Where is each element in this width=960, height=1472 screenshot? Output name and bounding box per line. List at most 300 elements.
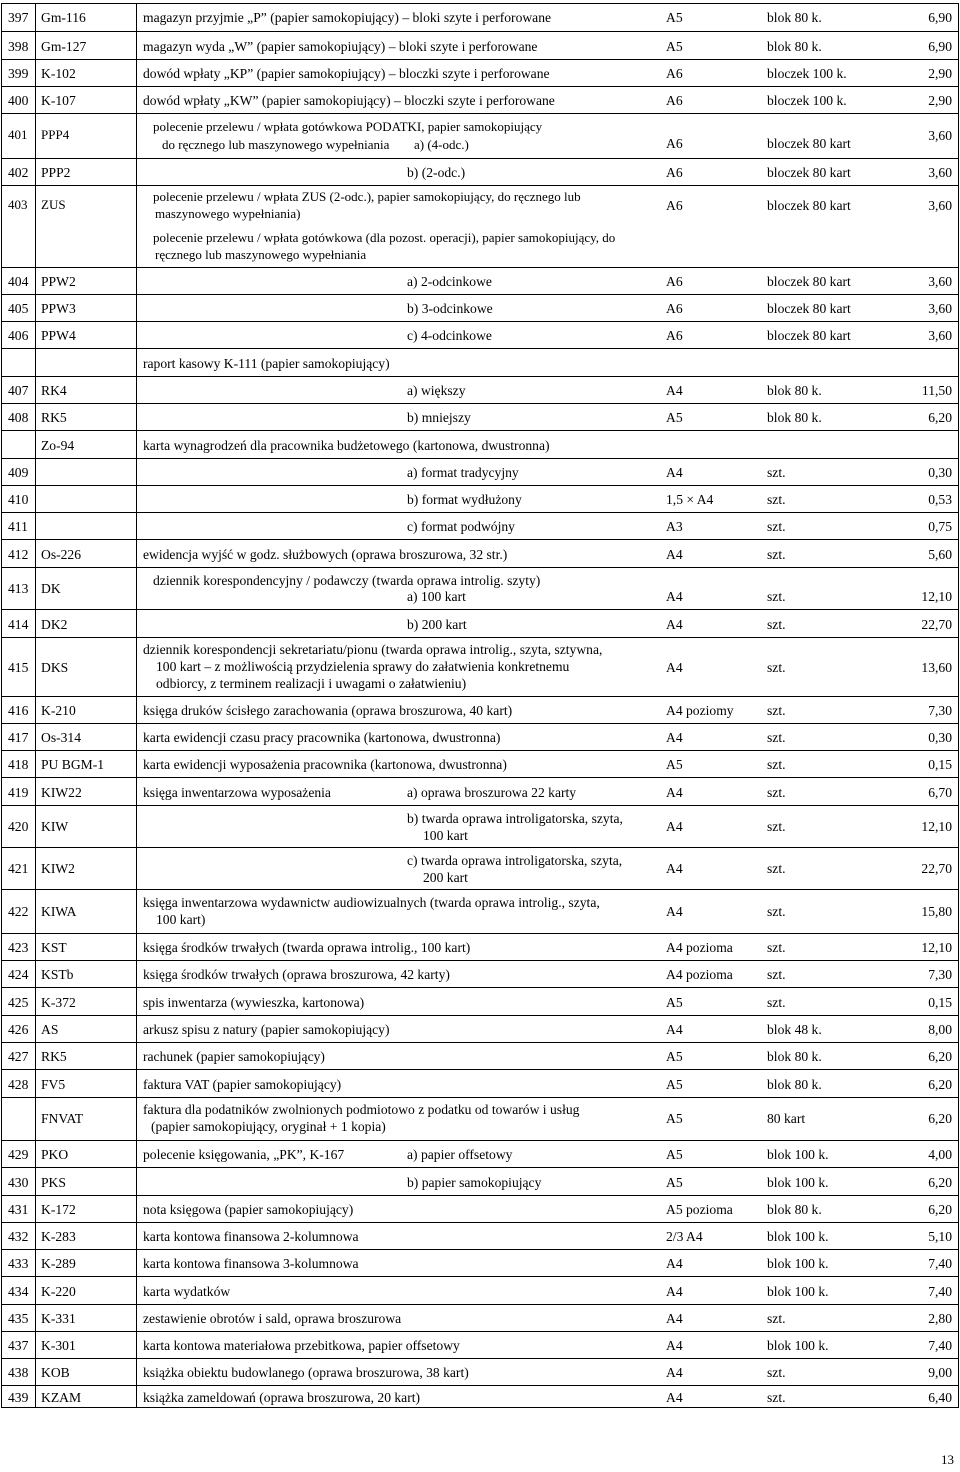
cell-price: 3,60 — [928, 328, 952, 343]
table-row — [2, 889, 958, 933]
cell-description: księga inwentarzowa wyposażenia — [143, 785, 331, 800]
cell-format: A5 — [666, 1147, 683, 1162]
cell-symbol: K-102 — [41, 66, 76, 81]
cell-format: A4 — [666, 904, 683, 919]
cell-price: 11,50 — [921, 383, 952, 398]
cell-symbol: RK5 — [41, 410, 67, 425]
cell-unit: blok 80 k. — [767, 1202, 822, 1217]
cell-symbol: RK5 — [41, 1049, 67, 1064]
cell-nr: 432 — [8, 1229, 29, 1244]
cell-description: dowód wpłaty „KP” (papier samokopiujący) – bloczki szyte i perforowane — [143, 66, 550, 81]
table-row — [2, 805, 958, 847]
cell-unit: szt. — [767, 660, 786, 675]
cell-unit: bloczek 100 k. — [767, 93, 847, 108]
cell-price: 0,15 — [928, 995, 952, 1010]
cell-format: 1,5 × A4 — [666, 492, 714, 507]
cell-description: dowód wpłaty „KW” (papier samokopiujący) – bloczki szyte i perforowane — [143, 93, 555, 108]
cell-symbol: Os-226 — [41, 547, 82, 562]
cell-unit: bloczek 80 kart — [767, 328, 851, 343]
cell-nr: 409 — [8, 465, 29, 480]
cell-nr: 404 — [8, 274, 29, 289]
cell-symbol: DK — [41, 581, 61, 596]
cell-price: 0,15 — [928, 757, 952, 772]
cell-unit: szt. — [767, 904, 786, 919]
cell-nr: 414 — [8, 617, 29, 632]
cell-unit: blok 100 k. — [767, 1284, 829, 1299]
cell-format: A3 — [666, 519, 683, 534]
cell-nr: 429 — [8, 1147, 29, 1162]
cell-description: polecenie przelewu / wpłata ZUS (2-odc.), papier samokopiujący, do ręcznego lub — [153, 189, 581, 204]
cell-price: 0,30 — [928, 465, 952, 480]
cell-variant: c) 4-odcinkowe — [407, 328, 492, 343]
cell-unit: szt. — [767, 547, 786, 562]
price-list-table — [1, 3, 959, 1408]
cell-format: A6 — [666, 328, 683, 343]
cell-format: A4 — [666, 660, 683, 675]
table-row — [2, 4, 958, 31]
cell-symbol: DK2 — [41, 617, 68, 632]
cell-description: dziennik korespondencji sekretariatu/pionu (twarda oprawa introlig., szyta, sztywna, — [143, 642, 603, 657]
cell-unit: blok 100 k. — [767, 1256, 829, 1271]
table-row — [2, 637, 958, 696]
cell-unit: blok 80 k. — [767, 39, 822, 54]
cell-description: faktura dla podatników zwolnionych podmiotowo z podatku od towarów i usług — [143, 1102, 580, 1117]
cell-description: karta ewidencji czasu pracy pracownika (kartonowa, dwustronna) — [143, 730, 501, 745]
cell-format: A5 — [666, 39, 683, 54]
cell-price: 3,60 — [928, 274, 952, 289]
cell-price: 2,90 — [928, 66, 952, 81]
cell-price: 3,60 — [928, 165, 952, 180]
cell-symbol: ZUS — [41, 197, 66, 212]
cell-price: 6,20 — [928, 1049, 952, 1064]
cell-nr: 422 — [8, 904, 29, 919]
cell-nr: 405 — [8, 301, 29, 316]
cell-variant: b) format wydłużony — [407, 492, 522, 507]
cell-symbol: Gm-116 — [41, 10, 86, 25]
cell-price: 6,20 — [928, 410, 952, 425]
cell-price: 6,20 — [928, 1175, 952, 1190]
cell-unit: blok 100 k. — [767, 1338, 829, 1353]
cell-price: 12,10 — [921, 819, 952, 834]
cell-nr: 421 — [8, 861, 29, 876]
cell-format: A4 — [666, 1284, 683, 1299]
cell-unit: szt. — [767, 703, 786, 718]
cell-description-line2: maszynowego wypełniania) — [155, 206, 301, 221]
cell-symbol: KIW — [41, 819, 69, 834]
table-row — [2, 960, 958, 987]
cell-description: raport kasowy K-111 (papier samokopiujący) — [143, 356, 390, 371]
cell-nr: 418 — [8, 757, 29, 772]
table-row — [2, 1304, 958, 1331]
cell-nr: 424 — [8, 967, 29, 982]
cell-nr: 401 — [8, 127, 28, 142]
cell-price: 4,00 — [928, 1147, 952, 1162]
cell-price: 0,75 — [928, 519, 952, 534]
cell-format: A5 pozioma — [666, 1202, 733, 1217]
cell-price: 15,80 — [921, 904, 952, 919]
cell-unit: szt. — [767, 1311, 786, 1326]
cell-symbol: KST — [41, 940, 67, 955]
cell-unit: blok 48 k. — [767, 1022, 822, 1037]
cell-description-line3: odbiorcy, z terminem realizacji i uwagami o załatwieniu) — [156, 676, 467, 691]
cell-unit: szt. — [767, 757, 786, 772]
cell-variant-line2: 200 kart — [423, 870, 468, 885]
cell-format: A5 — [666, 10, 683, 25]
cell-symbol: K-172 — [41, 1202, 76, 1217]
cell-format: A4 — [666, 589, 683, 604]
cell-symbol: PKO — [41, 1147, 69, 1162]
cell-format: A4 — [666, 785, 683, 800]
table-row — [2, 348, 958, 376]
cell-symbol: K-289 — [41, 1256, 76, 1271]
cell-format: A4 — [666, 617, 683, 632]
cell-price: 3,60 — [928, 128, 952, 143]
cell-format: A4 pozioma — [666, 967, 733, 982]
cell-unit: szt. — [767, 861, 786, 876]
cell-description: rachunek (papier samokopiujący) — [143, 1049, 325, 1064]
cell-description-line4: ręcznego lub maszynowego wypełniania — [155, 247, 367, 262]
cell-price: 2,80 — [928, 1311, 952, 1326]
cell-description: polecenie przelewu / wpłata gotówkowa PODATKI, papier samokopiujący — [153, 119, 543, 134]
cell-unit: 80 kart — [767, 1111, 806, 1126]
cell-description: karta ewidencji wyposażenia pracownika (kartonowa, dwustronna) — [143, 757, 507, 772]
cell-format: A6 — [666, 165, 683, 180]
table-row — [2, 1195, 958, 1222]
cell-nr: 416 — [8, 703, 29, 718]
cell-variant: b) 3-odcinkowe — [407, 301, 493, 316]
cell-format: A5 — [666, 1077, 683, 1092]
cell-unit: szt. — [767, 519, 786, 534]
cell-format: A5 — [666, 410, 683, 425]
cell-symbol: FNVAT — [41, 1111, 84, 1126]
cell-price: 6,20 — [928, 1202, 952, 1217]
cell-symbol: KZAM — [41, 1390, 82, 1405]
cell-description: polecenie księgowania, „PK”, K-167 — [143, 1147, 345, 1162]
cell-description: ewidencja wyjść w godz. służbowych (oprawa broszurowa, 32 str.) — [143, 547, 508, 562]
cell-format: A4 — [666, 861, 683, 876]
table-row — [2, 1249, 958, 1276]
cell-price: 3,60 — [928, 198, 952, 213]
cell-price: 12,10 — [921, 589, 952, 604]
table-row — [2, 185, 958, 267]
cell-format: A5 — [666, 995, 683, 1010]
cell-unit: blok 100 k. — [767, 1229, 829, 1244]
table-row — [2, 1167, 958, 1195]
cell-variant: c) format podwójny — [407, 519, 515, 534]
cell-price: 7,30 — [928, 967, 952, 982]
cell-description: książka zameldowań (oprawa broszurowa, 20 kart) — [143, 1390, 421, 1405]
table-row — [2, 1042, 958, 1069]
cell-unit: szt. — [767, 995, 786, 1010]
cell-price: 2,90 — [928, 93, 952, 108]
cell-price: 22,70 — [921, 617, 952, 632]
table-row — [2, 750, 958, 777]
cell-unit: szt. — [767, 617, 786, 632]
table-row — [2, 321, 958, 348]
cell-price: 5,10 — [928, 1229, 952, 1244]
cell-description: księga środków trwałych (twarda oprawa introlig., 100 kart) — [143, 940, 471, 955]
cell-variant: b) twarda oprawa introligatorska, szyta, — [407, 811, 623, 826]
cell-nr: 420 — [8, 819, 29, 834]
table-row — [2, 430, 958, 458]
table-row — [2, 403, 958, 430]
cell-description: nota księgowa (papier samokopiujący) — [143, 1202, 354, 1217]
cell-format: A4 — [666, 819, 683, 834]
cell-format: A4 — [666, 1256, 683, 1271]
cell-unit: blok 80 k. — [767, 1049, 822, 1064]
cell-unit: szt. — [767, 589, 786, 604]
cell-variant: b) 200 kart — [407, 617, 467, 632]
cell-nr: 437 — [8, 1338, 29, 1353]
table-row — [2, 267, 958, 294]
cell-nr: 434 — [8, 1284, 29, 1299]
cell-description-line3: polecenie przelewu / wpłata gotówkowa (dla pozost. operacji), papier samokopiujący, do — [153, 230, 616, 245]
cell-nr: 415 — [8, 660, 29, 675]
cell-description: karta wydatków — [143, 1284, 231, 1299]
cell-unit: blok 80 k. — [767, 383, 822, 398]
cell-variant: c) twarda oprawa introligatorska, szyta, — [407, 853, 623, 868]
cell-description: karta kontowa finansowa 3-kolumnowa — [143, 1256, 359, 1271]
cell-nr: 408 — [8, 410, 29, 425]
cell-description-line2: 100 kart) — [156, 912, 206, 927]
cell-nr: 433 — [8, 1256, 29, 1271]
cell-variant: a) oprawa broszurowa 22 karty — [407, 785, 577, 800]
table-row — [2, 113, 958, 158]
cell-format: A4 — [666, 1365, 683, 1380]
cell-description: karta kontowa materiałowa przebitkowa, papier offsetowy — [143, 1338, 460, 1353]
cell-price: 7,40 — [928, 1256, 952, 1271]
cell-unit: bloczek 100 k. — [767, 66, 847, 81]
table-row — [2, 485, 958, 512]
cell-price: 6,90 — [928, 10, 952, 25]
cell-unit: szt. — [767, 730, 786, 745]
cell-format: A4 — [666, 1022, 683, 1037]
cell-unit: szt. — [767, 465, 786, 480]
cell-nr: 410 — [8, 492, 29, 507]
cell-unit: blok 100 k. — [767, 1175, 829, 1190]
cell-format: A5 — [666, 1049, 683, 1064]
cell-price: 6,90 — [928, 39, 952, 54]
cell-price: 6,20 — [928, 1111, 952, 1126]
cell-symbol: PPP2 — [41, 165, 71, 180]
cell-symbol: KSTb — [41, 967, 74, 982]
cell-variant: b) mniejszy — [407, 410, 471, 425]
table-row — [2, 1358, 958, 1385]
cell-unit: szt. — [767, 1390, 786, 1405]
cell-description: magazyn wyda „W” (papier samokopiujący) – bloki szyte i perforowane — [143, 39, 538, 54]
cell-variant: b) papier samokopiujący — [407, 1175, 542, 1190]
cell-nr: 438 — [8, 1365, 29, 1380]
cell-description: książka obiektu budowlanego (oprawa broszurowa, 38 kart) — [143, 1365, 469, 1380]
cell-symbol: K-210 — [41, 703, 76, 718]
cell-symbol: PKS — [41, 1175, 66, 1190]
cell-format: A4 — [666, 1338, 683, 1353]
cell-unit: bloczek 80 kart — [767, 198, 851, 213]
cell-nr: 439 — [8, 1390, 29, 1405]
table-row — [2, 609, 958, 637]
table-row — [2, 31, 958, 59]
cell-symbol: KIWA — [41, 904, 77, 919]
table-row — [2, 1140, 958, 1167]
table-row — [2, 512, 958, 539]
cell-format: 2/3 A4 — [666, 1229, 703, 1244]
cell-symbol: K-372 — [41, 995, 76, 1010]
cell-nr: 419 — [8, 785, 29, 800]
cell-symbol: KIW2 — [41, 861, 75, 876]
table-row — [2, 567, 958, 609]
table-row — [2, 1331, 958, 1358]
cell-variant: a) 2-odcinkowe — [407, 274, 492, 289]
cell-unit: szt. — [767, 819, 786, 834]
cell-unit: bloczek 80 kart — [767, 274, 851, 289]
cell-format: A5 — [666, 757, 683, 772]
cell-nr: 423 — [8, 940, 29, 955]
cell-nr: 431 — [8, 1202, 29, 1217]
cell-nr: 412 — [8, 547, 29, 562]
cell-description: faktura VAT (papier samokopiujący) — [143, 1077, 342, 1092]
cell-symbol: PU BGM-1 — [41, 757, 105, 772]
cell-unit: szt. — [767, 785, 786, 800]
cell-price: 0,30 — [928, 730, 952, 745]
cell-nr: 435 — [8, 1311, 29, 1326]
cell-unit: szt. — [767, 492, 786, 507]
table-row — [2, 696, 958, 723]
cell-format: A5 — [666, 1175, 683, 1190]
cell-format: A4 — [666, 465, 683, 480]
cell-format: A4 — [666, 730, 683, 745]
table-row — [2, 847, 958, 889]
cell-variant: a) papier offsetowy — [407, 1147, 513, 1162]
cell-nr: 407 — [8, 383, 29, 398]
cell-symbol: K-301 — [41, 1338, 76, 1353]
cell-price: 22,70 — [921, 861, 952, 876]
cell-format: A6 — [666, 274, 683, 289]
table-row — [2, 59, 958, 86]
table-row — [2, 1015, 958, 1042]
cell-description: dziennik korespondencyjny / podawczy (twarda oprawa introlig. szyty) — [153, 573, 541, 588]
table-row — [2, 987, 958, 1015]
cell-format: A6 — [666, 66, 683, 81]
table-row — [2, 539, 958, 567]
table-row — [2, 158, 958, 185]
cell-description-line2: do ręcznego lub maszynowego wypełniania — [162, 137, 390, 152]
cell-format: A5 — [666, 1111, 683, 1126]
cell-variant: a) (4-odc.) — [414, 137, 469, 152]
cell-price: 6,20 — [928, 1077, 952, 1092]
cell-format: A4 — [666, 383, 683, 398]
cell-nr: 403 — [8, 197, 28, 212]
cell-unit: blok 80 k. — [767, 410, 822, 425]
cell-unit: blok 80 k. — [767, 10, 822, 25]
cell-nr: 430 — [8, 1175, 29, 1190]
cell-symbol: K-107 — [41, 93, 76, 108]
cell-description: spis inwentarza (wywieszka, kartonowa) — [143, 995, 365, 1010]
table-row — [2, 723, 958, 750]
cell-nr: 428 — [8, 1077, 29, 1092]
cell-price: 6,40 — [928, 1390, 952, 1405]
cell-description: arkusz spisu z natury (papier samokopiujący) — [143, 1022, 390, 1037]
cell-unit: bloczek 80 kart — [767, 301, 851, 316]
cell-nr: 413 — [8, 581, 29, 596]
cell-nr: 402 — [8, 165, 29, 180]
cell-symbol: K-331 — [41, 1311, 76, 1326]
table-row — [2, 1069, 958, 1097]
cell-symbol: Zo-94 — [41, 438, 75, 453]
cell-description: księga druków ścisłego zarachowania (oprawa broszurowa, 40 kart) — [143, 703, 513, 718]
cell-description: karta kontowa finansowa 2-kolumnowa — [143, 1229, 359, 1244]
table-row — [2, 294, 958, 321]
column-divider — [136, 4, 137, 1407]
table-row — [2, 1222, 958, 1249]
cell-format: A4 pozioma — [666, 940, 733, 955]
cell-format: A6 — [666, 93, 683, 108]
cell-symbol: KOB — [41, 1365, 70, 1380]
cell-description: magazyn przyjmie „P” (papier samokopiujący) – bloki szyte i perforowane — [143, 10, 552, 25]
cell-price: 0,53 — [928, 492, 952, 507]
cell-symbol: K-283 — [41, 1229, 76, 1244]
cell-unit: bloczek 80 kart — [767, 136, 851, 151]
cell-price: 3,60 — [928, 301, 952, 316]
cell-unit: szt. — [767, 940, 786, 955]
cell-symbol: Os-314 — [41, 730, 82, 745]
cell-variant: b) (2-odc.) — [407, 165, 466, 180]
cell-symbol: PPP4 — [41, 127, 70, 142]
cell-symbol: FV5 — [41, 1077, 66, 1092]
cell-description: księga inwentarzowa wydawnictw audiowizualnych (twarda oprawa introlig., szyta, — [143, 895, 600, 910]
cell-nr: 399 — [8, 66, 29, 81]
table-row — [2, 777, 958, 805]
cell-price: 7,40 — [928, 1338, 952, 1353]
page-number: 13 — [941, 1452, 954, 1467]
cell-symbol: K-220 — [41, 1284, 76, 1299]
cell-nr: 427 — [8, 1049, 29, 1064]
cell-unit: bloczek 80 kart — [767, 165, 851, 180]
cell-symbol: PPW4 — [41, 328, 76, 343]
cell-price: 9,00 — [928, 1365, 952, 1380]
cell-format: A4 — [666, 547, 683, 562]
cell-format: A4 — [666, 1390, 683, 1405]
cell-nr: 400 — [8, 93, 29, 108]
cell-description-line2: (papier samokopiujący, oryginał + 1 kopia) — [151, 1119, 386, 1134]
table-row — [2, 458, 958, 485]
cell-unit: blok 100 k. — [767, 1147, 829, 1162]
cell-symbol: AS — [41, 1022, 59, 1037]
table-row — [2, 376, 958, 403]
cell-variant: a) format tradycyjny — [407, 465, 519, 480]
column-divider — [35, 4, 36, 1407]
table-row — [2, 933, 958, 960]
cell-price: 8,00 — [928, 1022, 952, 1037]
cell-variant: a) 100 kart — [407, 589, 466, 604]
cell-nr: 397 — [8, 10, 29, 25]
cell-format: A4 poziomy — [666, 703, 734, 718]
cell-variant: a) większy — [407, 383, 466, 398]
cell-symbol: Gm-127 — [41, 39, 87, 54]
cell-nr: 417 — [8, 730, 29, 745]
cell-description-line2: 100 kart – z możliwością przydzielenia sprawy do załatwienia konkretnemu — [156, 659, 570, 674]
cell-format: A6 — [666, 136, 683, 151]
cell-format: A6 — [666, 301, 683, 316]
table-row — [2, 1276, 958, 1304]
cell-description: księga środków trwałych (oprawa broszurowa, 42 karty) — [143, 967, 450, 982]
cell-symbol: RK4 — [41, 383, 67, 398]
cell-unit: szt. — [767, 1365, 786, 1380]
cell-price: 7,40 — [928, 1284, 952, 1299]
cell-price: 5,60 — [928, 547, 952, 562]
cell-nr: 426 — [8, 1022, 29, 1037]
table-row — [2, 1385, 958, 1407]
cell-price: 6,70 — [928, 785, 952, 800]
